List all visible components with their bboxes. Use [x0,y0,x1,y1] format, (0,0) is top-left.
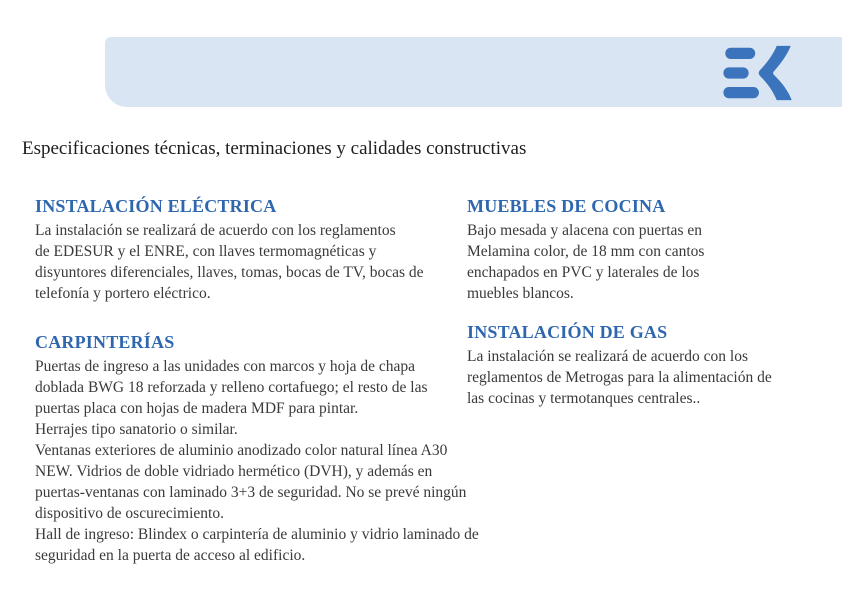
section-heading: CARPINTERÍAS [35,332,175,352]
text-line: reglamentos de Metrogas para la alimentación de [467,369,772,386]
text-line: enchapados en PVC y laterales de los [467,264,700,281]
text-line: las cocinas y termotanques centrales.. [467,390,701,407]
text-line: Melamina color, de 18 mm con cantos [467,243,705,260]
logo-bar-bottom [723,87,759,98]
logo-bar-middle [723,67,748,78]
text-line: puertas-ventanas con laminado 3+3 de seguridad. No se prevé ningún [35,484,467,501]
text-line: Hall de ingreso: Blindex o carpintería de aluminio y vidrio laminado de [35,526,479,543]
section-heading: INSTALACIÓN ELÉCTRICA [35,196,277,216]
text-line: de EDESUR y el ENRE, con llaves termomagnéticas y [35,243,377,260]
text-line: muebles blancos. [467,285,574,302]
header-band [105,37,842,107]
text-line: puertas placa con hojas de madera MDF para pintar. [35,400,359,417]
logo-k-swoosh [759,46,792,100]
column-left [35,195,479,566]
section-body [35,356,479,566]
text-line: Puertas de ingreso a las unidades con marcos y hoja de chapa [35,358,416,375]
text-line: disyuntores diferenciales, llaves, tomas, bocas de TV, bocas de [35,264,424,281]
text-line: Ventanas exteriores de aluminio anodizado color natural línea A30 [35,442,448,459]
spec-section [35,331,479,566]
section-body [35,220,467,304]
text-line: doblada BWG 18 reforzada y relleno cortafuego; el resto de las [35,379,428,396]
spec-section [467,321,842,409]
text-line: NEW. Vidrios de doble vidriado hermético (DVH), y además en [35,463,433,480]
text-line: seguridad en la puerta de acceso al edificio. [35,547,306,564]
page-title: Especificaciones técnicas, terminaciones y calidades constructivas [22,138,527,159]
text-line: Herrajes tipo sanatorio o similar. [35,421,238,438]
spec-section [467,195,842,304]
text-line: telefonía y portero eléctrico. [35,285,211,302]
section-heading: INSTALACIÓN DE GAS [467,322,668,342]
text-line: Bajo mesada y alacena con puertas en [467,222,702,239]
text-line: La instalación se realizará de acuerdo con los reglamentos [35,222,396,239]
section-body [467,220,842,304]
column-right [467,195,842,409]
text-line: La instalación se realizará de acuerdo con los [467,348,749,365]
spec-section [35,195,467,304]
text-line: dispositivo de oscurecimiento. [35,505,224,522]
section-heading: MUEBLES DE COCINA [467,196,666,216]
section-body [467,346,842,409]
content-columns [35,195,842,566]
ek-logo-icon [718,44,798,102]
logo-bar-top [725,48,755,59]
